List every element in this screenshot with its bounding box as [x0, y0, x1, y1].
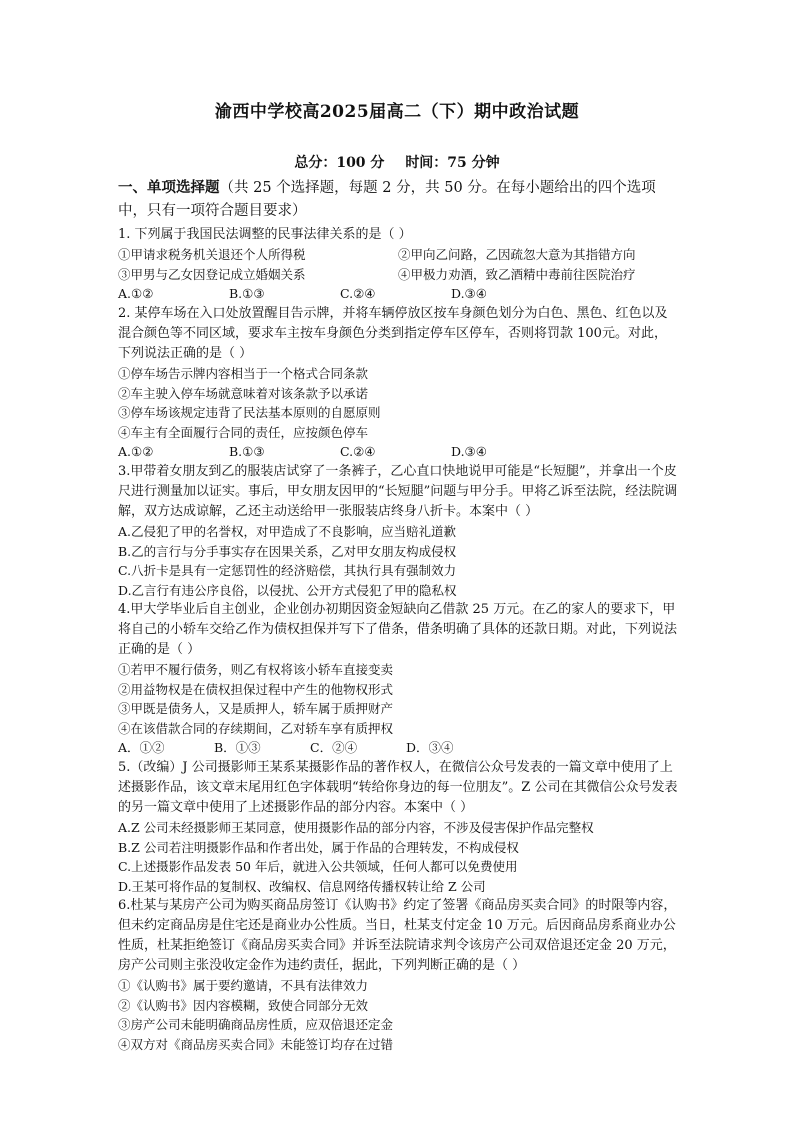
statement-row [118, 265, 678, 285]
answer-choices [118, 442, 678, 462]
choice-a: A．①② [118, 740, 165, 755]
statement: ③甲男与乙女因登记成立婚姻关系 [118, 266, 306, 282]
statement: ④双方对《商品房买卖合同》未能签订均存在过错 [118, 1036, 394, 1052]
choice-d: D．③④ [406, 740, 454, 755]
question-4 [118, 600, 678, 758]
exam-meta [0, 152, 794, 172]
statement: ③房产公司未能明确商品房性质，应双倍退还定金 [118, 1017, 394, 1032]
question-stem: 6.杜某与某房产公司为购买商品房签订《认购书》约定了签署《商品房买卖合同》的时限等内容，但未约定商品房是住宅还是商业办公性质。当日，杜某支付定金 10 万元。后因商品房系商业办公性质，杜某拒绝签订《商品房买卖合同》并诉至法院请求判令该房产公司双倍退还定金 20 万元，房产公司则主张没收定金作为违约责任，据此，下列判断正确的是（ ） [118, 898, 677, 973]
question-2 [118, 304, 678, 462]
section-desc: （共 25 个选择题，每题 2 分，共 50 分。在每小题给出的四个选项中，只有一项符合题目要求） [118, 180, 656, 219]
statement-row [118, 245, 678, 265]
statement: ①甲请求税务机关退还个人所得税 [118, 247, 306, 262]
section-heading [118, 176, 678, 223]
statement: ②用益物权是在债权担保过程中产生的他物权形式 [118, 681, 394, 697]
choice-c: C．②④ [310, 740, 358, 755]
question-3 [118, 462, 678, 600]
choice-c: C.②④ [340, 286, 376, 301]
choice-b: B.①③ [229, 444, 265, 459]
question-stem: 5.（改编）J 公司摄影师王某系某摄影作品的著作权人，在微信公众号发表的一篇文章中使用了上述摄影作品，该文章末尾用红色字体载明“转给你身边的每一位朋友”。Z 公司在其微信公众号发表的另一篇文章中使用了上述摄影作品的部分内容。本案中（ ） [118, 760, 678, 815]
choice-a: A.①② [118, 444, 154, 459]
statement: ②甲向乙问路，乙因疏忽大意为其指错方向 [398, 247, 636, 262]
question-1 [118, 225, 678, 304]
answer-choices [118, 738, 678, 758]
answer-choices [118, 284, 678, 304]
choice-d: D.③④ [451, 286, 487, 301]
option-d: D.乙言行有违公序良俗，以侵扰、公开方式侵犯了甲的隐私权 [118, 582, 457, 598]
statement: ①停车场告示牌内容相当于一个格式合同条款 [118, 366, 369, 381]
statement: ④甲极力劝酒，致乙酒精中毒前往医院治疗 [398, 266, 636, 282]
question-5 [118, 758, 678, 896]
option-b: B.Z 公司若注明摄影作品和作者出处，属于作品的合理转发，不构成侵权 [118, 839, 519, 855]
statement: ①若甲不履行债务，则乙有权将该小轿车直接变卖 [118, 662, 394, 677]
choice-a: A.①② [118, 286, 154, 301]
question-stem: 2. 某停车场在入口处放置醒目告示牌，并将车辆停放区按车身颜色划分为白色、黑色、红色以及混合颜色等不同区域，要求车主按车身颜色分类到指定停车区停车，否则将罚款 100元。对此，下列说法正确的是（ ） [118, 306, 668, 361]
choice-d: D.③④ [451, 444, 487, 459]
question-stem: 4.甲大学毕业后自主创业，企业创办初期因资金短缺向乙借款 25 万元。在乙的家人的要求下，甲将自己的小轿车交给乙作为债权担保并写下了借条，借条明确了具体的还款日期。对此，下列说法正确的是（ ） [118, 602, 678, 657]
exam-time: 时间：75 分钟 [405, 155, 500, 171]
section-label: 一、单项选择题 [118, 179, 220, 196]
statement: ③停车场该规定违背了民法基本原则的自愿原则 [118, 405, 381, 420]
option-c: C.上述摄影作品发表 50 年后，就进入公共领域，任何人都可以免费使用 [118, 859, 518, 874]
statement: ③甲既是债务人，又是质押人，轿车属于质押财产 [118, 701, 394, 716]
statement: ②车主驶入停车场就意味着对该条款予以承诺 [118, 385, 369, 401]
option-b: B.乙的言行与分手事实存在因果关系，乙对甲女朋友构成侵权 [118, 543, 457, 559]
question-6 [118, 896, 678, 1054]
choice-b: B．①③ [214, 740, 261, 755]
option-d: D.王某可将作品的复制权、改编权、信息网络传播权转让给 Z 公司 [118, 878, 486, 894]
statement: ④车主有全面履行合同的责任，应按颜色停车 [118, 424, 369, 440]
statement: ④在该借款合同的存续期间，乙对轿车享有质押权 [118, 720, 394, 736]
option-a: A.Z 公司未经摄影师王某同意，使用摄影作品的部分内容，不涉及侵害保护作品完整权 [118, 820, 594, 835]
option-a: A.乙侵犯了甲的名誉权，对甲造成了不良影响，应当赔礼道歉 [118, 524, 457, 539]
choice-c: C.②④ [340, 444, 376, 459]
option-c: C.八折卡是具有一定惩罚性的经济赔偿，其执行具有强制效力 [118, 563, 457, 578]
choice-b: B.①③ [229, 286, 265, 301]
statement: ①《认购书》属于要约邀请，不具有法律效力 [118, 978, 369, 993]
statement: ②《认购书》因内容模糊，致使合同部分无效 [118, 997, 369, 1013]
question-stem: 1. 下列属于我国民法调整的民事法律关系的是（ ） [118, 227, 412, 242]
exam-content [118, 176, 678, 1054]
total-score: 总分：100 分 [294, 155, 385, 171]
page-title: 渝西中学校高2025届高二（下）期中政治试题 [214, 102, 580, 122]
question-stem: 3.甲带着女朋友到乙的服装店试穿了一条裤子，乙心直口快地说甲可能是“长短腿”，并拿出一个皮尺进行测量加以证实。事后，甲女朋友因甲的“长短腿”问题与甲分手。甲将乙诉至法院，经法院调解，双方达成谅解，乙还主动送给甲一张服装店终身八折卡。本案中（ ） [118, 464, 678, 519]
